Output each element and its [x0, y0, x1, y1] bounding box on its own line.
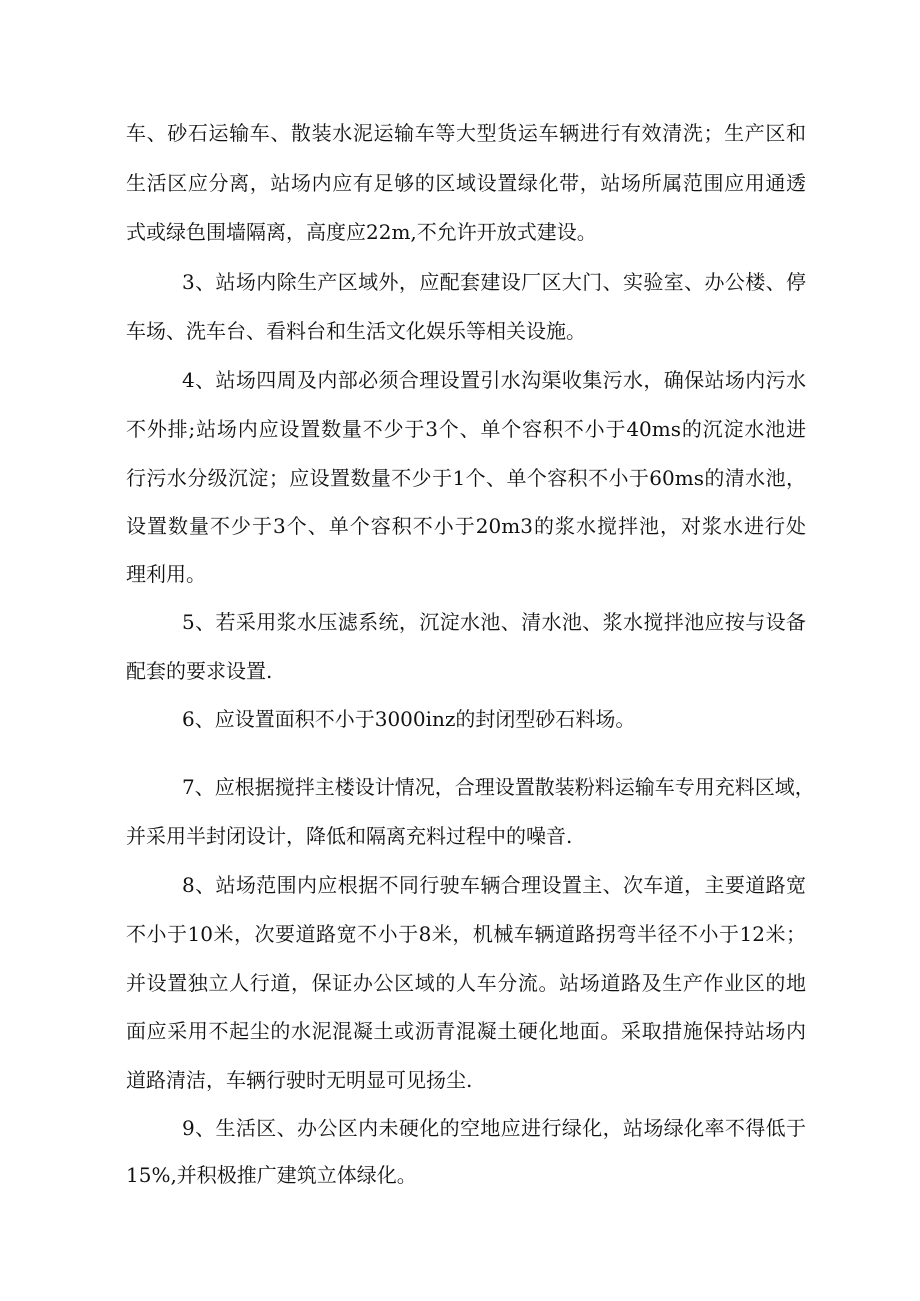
text-line: 面应采用不起尘的水泥混凝土或沥青混凝土硬化地面。采取措施保持站场内	[126, 1019, 806, 1043]
text-line: 5、若采用浆水压滤系统，沉淀水池、清水池、浆水搅拌池应按与设备	[182, 610, 806, 634]
text-line: 车场、洗车台、看料台和生活文化娱乐等相关设施。	[126, 319, 586, 343]
text-line: 式或绿色围墙隔离，高度应22m,不允许开放式建设。	[126, 220, 597, 244]
text-line: 配套的要求设置.	[126, 659, 273, 683]
text-line: 8、站场范围内应根据不同行驶车辆合理设置主、次车道，主要道路宽	[182, 873, 806, 897]
text-line: 设置数量不少于3个、单个容积不小于20m3的浆水搅拌池，对浆水进行处	[126, 514, 806, 538]
text-line: 行污水分级沉淀；应设置数量不少于1个、单个容积不小于60ms的清水池，	[126, 466, 806, 490]
text-line: 3、站场内除生产区域外，应配套建设厂区大门、实验室、办公楼、停	[182, 270, 806, 294]
text-line: 不小于10米，次要道路宽不小于8米，机械车辆道路拐弯半径不小于12米；	[126, 922, 806, 946]
text-line: 4、站场四周及内部必须合理设置引水沟渠收集污水，确保站场内污水	[182, 368, 806, 392]
text-line: 并设置独立人行道，保证办公区域的人车分流。站场道路及生产作业区的地	[126, 971, 806, 995]
text-line: 9、生活区、办公区内未硬化的空地应进行绿化，站场绿化率不得低于	[182, 1116, 806, 1140]
text-line: 理利用。	[126, 562, 206, 586]
text-line: 道路清洁，车辆行驶时无明显可见扬尘.	[126, 1068, 473, 1092]
text-line: 生活区应分离，站场内应有足够的区域设置绿化带，站场所属范围应用通透	[126, 171, 806, 195]
text-line: 7、应根据搅拌主楼设计情况，合理设置散装粉料运输车专用充料区域，	[182, 775, 815, 799]
text-line: 并采用半封闭设计，降低和隔离充料过程中的噪音.	[126, 824, 573, 848]
text-line: 不外排;站场内应设置数量不少于3个、单个容积不小于40ms的沉淀水池进	[126, 417, 806, 441]
text-line: 15%,并积极推广建筑立体绿化。	[126, 1163, 417, 1187]
text-line: 6、应设置面积不小于3000inz的封闭型砂石料场。	[182, 707, 636, 731]
text-line: 车、砂石运输车、散装水泥运输车等大型货运车辆进行有效清洗；生产区和	[126, 121, 806, 145]
